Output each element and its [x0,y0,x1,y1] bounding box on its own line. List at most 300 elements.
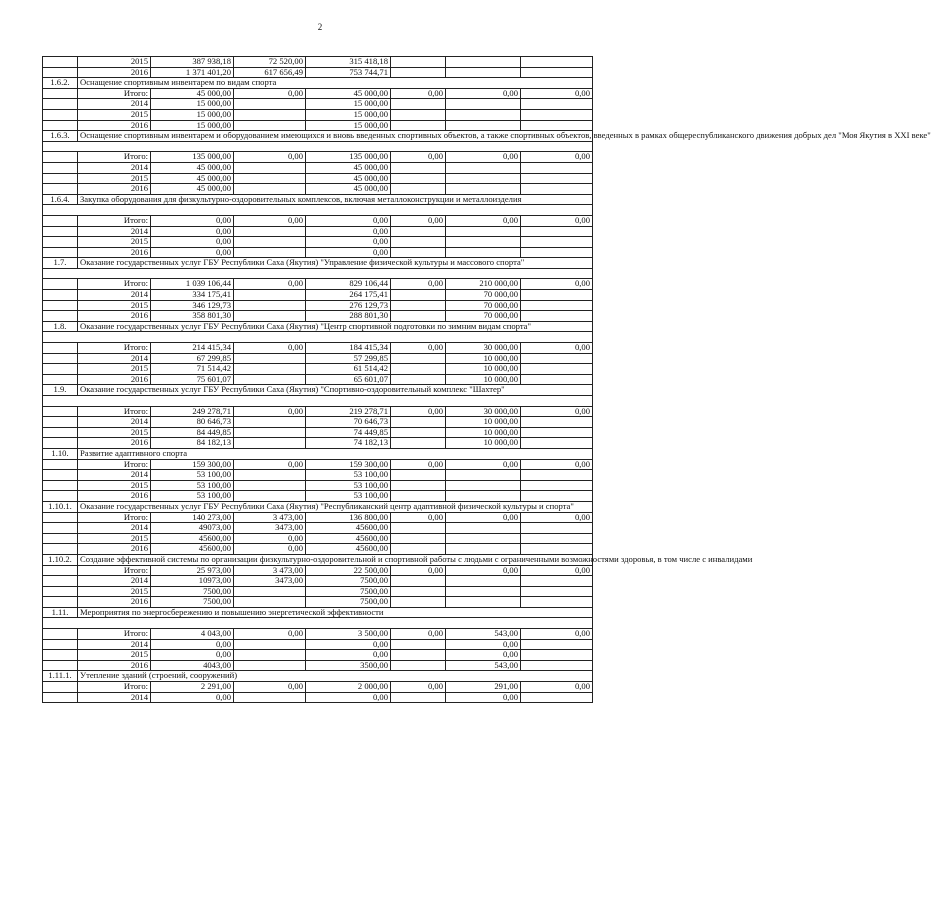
budget-table-body [43,56,931,703]
amount-cell: 0,00 [306,226,391,237]
code-cell [43,692,78,703]
amount-cell [391,470,446,481]
amount-cell [521,237,593,248]
amount-cell: 0,00 [521,215,593,226]
amount-cell: 74 182,13 [306,438,391,449]
amount-cell: 3 500,00 [306,629,391,640]
amount-cell: 45600,00 [151,544,234,555]
row-label: Итого: [78,215,151,226]
section-title-row [43,501,593,512]
amount-cell: 45 000,00 [151,162,234,173]
code-cell [43,491,78,502]
row-label: 2016 [78,311,151,322]
section-title: Оснащение спортивным инвентарем и оборудованием имеющихся и вновь введенных спортивных объектов, а также спортивных объектов, введенных в рамках общереспубликанского движения добрых дел "Моя Якутия в XXI веке" [78,131,593,142]
amount-cell [234,364,306,375]
amount-cell: 543,00 [446,629,521,640]
section-title-row [43,131,593,142]
amount-cell [521,364,593,375]
row-label: 2015 [78,364,151,375]
amount-cell: 210 000,00 [446,279,521,290]
amount-cell: 49073,00 [151,523,234,534]
row-label: 2015 [78,57,151,68]
amount-cell: 3473,00 [234,523,306,534]
amount-cell: 10973,00 [151,576,234,587]
amount-cell: 0,00 [234,152,306,163]
amount-cell: 140 273,00 [151,512,234,523]
amount-cell: 0,00 [306,650,391,661]
section-title: Оказание государственных услуг ГБУ Республики Саха (Якутия) "Спортивно-оздоровительный комплекс "Шахтер" [78,385,593,396]
amount-cell: 0,00 [446,512,521,523]
amount-cell [391,427,446,438]
amount-cell: 249 278,71 [151,406,234,417]
amount-cell: 22 500,00 [306,565,391,576]
amount-cell: 346 129,73 [151,300,234,311]
amount-cell [521,67,593,78]
amount-cell: 0,00 [234,629,306,640]
amount-cell: 0,00 [391,629,446,640]
section-title-row [43,321,593,332]
section-title-row [43,78,593,89]
section-code: 1.10.2. [43,554,78,565]
code-cell [43,523,78,534]
amount-cell [391,120,446,131]
amount-cell: 45 000,00 [151,88,234,99]
amount-cell: 53 100,00 [306,480,391,491]
amount-cell [521,650,593,661]
year-row [43,417,593,428]
code-cell [43,162,78,173]
amount-cell [234,99,306,110]
code-cell [43,343,78,354]
total-row [43,629,593,640]
amount-cell: 30 000,00 [446,406,521,417]
year-row [43,576,593,587]
spacer-row [43,396,593,407]
section-title-row [43,258,593,269]
amount-cell: 0,00 [391,343,446,354]
section-code: 1.11. [43,607,78,618]
amount-cell [521,427,593,438]
amount-cell: 10 000,00 [446,374,521,385]
total-row [43,565,593,576]
amount-cell: 0,00 [391,406,446,417]
amount-cell: 2 291,00 [151,682,234,693]
amount-cell: 0,00 [234,459,306,470]
amount-cell [446,523,521,534]
row-label: 2015 [78,173,151,184]
section-title: Мероприятия по энергосбережению и повышению энергетической эффективности [78,607,593,618]
amount-cell: 7500,00 [151,586,234,597]
amount-cell: 543,00 [446,660,521,671]
amount-cell [521,353,593,364]
amount-cell: 0,00 [521,279,593,290]
amount-cell [234,300,306,311]
amount-cell: 829 106,44 [306,279,391,290]
amount-cell: 84 182,13 [151,438,234,449]
amount-cell: 57 299,85 [306,353,391,364]
amount-cell: 0,00 [391,512,446,523]
amount-cell: 0,00 [234,544,306,555]
year-row [43,533,593,544]
year-row [43,427,593,438]
spacer-row [43,141,593,152]
amount-cell [391,417,446,428]
code-cell [43,57,78,68]
amount-cell [234,597,306,608]
amount-cell [446,491,521,502]
amount-cell [446,237,521,248]
amount-cell [234,162,306,173]
code-cell [43,120,78,131]
amount-cell [521,533,593,544]
amount-cell [521,639,593,650]
row-label: 2016 [78,374,151,385]
amount-cell: 3500,00 [306,660,391,671]
row-label: 2014 [78,523,151,534]
amount-cell: 1 371 401,20 [151,67,234,78]
code-cell [43,533,78,544]
amount-cell [446,226,521,237]
year-row [43,184,593,195]
amount-cell [446,586,521,597]
section-code: 1.8. [43,321,78,332]
amount-cell: 288 801,30 [306,311,391,322]
amount-cell: 3 473,00 [234,565,306,576]
amount-cell: 75 601,07 [151,374,234,385]
year-row [43,57,593,68]
total-row [43,88,593,99]
code-cell [43,99,78,110]
amount-cell [234,660,306,671]
amount-cell [521,660,593,671]
amount-cell: 53 100,00 [151,470,234,481]
amount-cell: 315 418,18 [306,57,391,68]
amount-cell [391,523,446,534]
amount-cell [521,57,593,68]
code-cell [43,417,78,428]
section-title: Оказание государственных услуг ГБУ Республики Саха (Якутия) "Управление физической культуры и массового спорта" [78,258,593,269]
amount-cell [391,364,446,375]
row-label: 2015 [78,237,151,248]
amount-cell [521,692,593,703]
amount-cell: 0,00 [391,682,446,693]
row-label: Итого: [78,512,151,523]
row-label: 2014 [78,576,151,587]
amount-cell [234,120,306,131]
amount-cell: 0,00 [521,682,593,693]
year-row [43,120,593,131]
amount-cell [234,427,306,438]
row-label: 2014 [78,639,151,650]
budget-table [42,56,931,703]
amount-cell [234,353,306,364]
year-row [43,364,593,375]
spacer-cell [43,618,593,629]
amount-cell: 135 000,00 [306,152,391,163]
code-cell [43,184,78,195]
code-cell [43,226,78,237]
amount-cell: 0,00 [234,88,306,99]
year-row [43,99,593,110]
amount-cell: 10 000,00 [446,353,521,364]
amount-cell: 15 000,00 [306,109,391,120]
amount-cell [391,438,446,449]
amount-cell [521,109,593,120]
amount-cell [391,586,446,597]
amount-cell [234,226,306,237]
row-label: 2015 [78,109,151,120]
year-row [43,226,593,237]
amount-cell [234,184,306,195]
section-code: 1.10.1. [43,501,78,512]
code-cell [43,512,78,523]
amount-cell [391,650,446,661]
amount-cell [391,57,446,68]
row-label: 2015 [78,480,151,491]
amount-cell: 3 473,00 [234,512,306,523]
amount-cell [521,300,593,311]
amount-cell: 67 299,85 [151,353,234,364]
year-row [43,374,593,385]
amount-cell [446,597,521,608]
amount-cell: 15 000,00 [306,120,391,131]
code-cell [43,639,78,650]
amount-cell: 0,00 [151,237,234,248]
amount-cell: 15 000,00 [151,99,234,110]
amount-cell [234,374,306,385]
row-label: 2016 [78,184,151,195]
code-cell [43,660,78,671]
amount-cell: 45 000,00 [151,173,234,184]
amount-cell [234,470,306,481]
amount-cell: 0,00 [151,226,234,237]
amount-cell: 0,00 [521,512,593,523]
amount-cell [521,290,593,301]
code-cell [43,152,78,163]
amount-cell: 159 300,00 [151,459,234,470]
amount-cell: 753 744,71 [306,67,391,78]
code-cell [43,374,78,385]
amount-cell [521,173,593,184]
amount-cell [391,67,446,78]
amount-cell: 264 175,41 [306,290,391,301]
amount-cell: 136 800,00 [306,512,391,523]
budget-sheet [42,56,931,703]
amount-cell [234,692,306,703]
amount-cell: 70 000,00 [446,300,521,311]
row-label: Итого: [78,152,151,163]
year-row [43,660,593,671]
amount-cell: 0,00 [391,565,446,576]
spacer-row [43,618,593,629]
amount-cell [521,576,593,587]
amount-cell: 135 000,00 [151,152,234,163]
amount-cell: 0,00 [151,650,234,661]
section-code: 1.11.1. [43,671,78,682]
amount-cell: 10 000,00 [446,438,521,449]
amount-cell [234,311,306,322]
row-label: Итого: [78,279,151,290]
amount-cell: 61 514,42 [306,364,391,375]
amount-cell: 0,00 [234,215,306,226]
amount-cell: 10 000,00 [446,364,521,375]
amount-cell: 0,00 [521,459,593,470]
spacer-cell [43,205,593,216]
row-label: 2016 [78,491,151,502]
year-row [43,67,593,78]
amount-cell: 0,00 [446,650,521,661]
row-label: 2014 [78,162,151,173]
amount-cell [521,480,593,491]
amount-cell: 334 175,41 [151,290,234,301]
amount-cell: 70 000,00 [446,290,521,301]
code-cell [43,247,78,258]
row-label: 2014 [78,353,151,364]
year-row [43,639,593,650]
code-cell [43,459,78,470]
amount-cell [234,491,306,502]
year-row [43,353,593,364]
row-label: Итого: [78,88,151,99]
amount-cell: 45600,00 [306,544,391,555]
code-cell [43,438,78,449]
amount-cell [391,226,446,237]
amount-cell [234,417,306,428]
amount-cell [234,586,306,597]
amount-cell [234,438,306,449]
amount-cell [391,311,446,322]
section-title-row [43,554,593,565]
amount-cell: 25 973,00 [151,565,234,576]
amount-cell: 0,00 [391,459,446,470]
amount-cell: 0,00 [306,237,391,248]
amount-cell: 0,00 [151,692,234,703]
row-label: 2016 [78,67,151,78]
code-cell [43,650,78,661]
total-row [43,343,593,354]
amount-cell [521,470,593,481]
spacer-cell [43,396,593,407]
section-title-row [43,671,593,682]
row-label: 2016 [78,247,151,258]
amount-cell: 291,00 [446,682,521,693]
code-cell [43,480,78,491]
amount-cell: 70 000,00 [446,311,521,322]
amount-cell [391,300,446,311]
amount-cell: 0,00 [446,215,521,226]
amount-cell: 45600,00 [306,523,391,534]
code-cell [43,88,78,99]
year-row [43,311,593,322]
row-label: 2015 [78,427,151,438]
amount-cell: 45 000,00 [306,88,391,99]
section-title: Оснащение спортивным инвентарем по видам спорта [78,78,593,89]
spacer-row [43,268,593,279]
year-row [43,237,593,248]
year-row [43,544,593,555]
amount-cell [391,576,446,587]
amount-cell [234,109,306,120]
row-label: Итого: [78,682,151,693]
amount-cell [446,184,521,195]
amount-cell [521,374,593,385]
amount-cell: 0,00 [306,692,391,703]
amount-cell: 184 415,34 [306,343,391,354]
amount-cell: 65 601,07 [306,374,391,385]
amount-cell [391,660,446,671]
amount-cell: 358 801,30 [151,311,234,322]
section-title-row [43,385,593,396]
amount-cell: 74 449,85 [306,427,391,438]
amount-cell [521,162,593,173]
amount-cell [391,237,446,248]
amount-cell [391,247,446,258]
amount-cell: 15 000,00 [151,109,234,120]
amount-cell: 0,00 [446,565,521,576]
amount-cell: 0,00 [446,639,521,650]
code-cell [43,565,78,576]
amount-cell [234,173,306,184]
amount-cell: 45600,00 [306,533,391,544]
section-title: Оказание государственных услуг ГБУ Республики Саха (Якутия) "Центр спортивной подготовки по зимним видам спорта" [78,321,593,332]
code-cell [43,427,78,438]
amount-cell: 45 000,00 [306,162,391,173]
amount-cell: 3473,00 [234,576,306,587]
amount-cell: 45 000,00 [151,184,234,195]
code-cell [43,576,78,587]
section-code: 1.6.3. [43,131,78,142]
amount-cell [391,480,446,491]
code-cell [43,364,78,375]
section-title-row [43,607,593,618]
amount-cell: 10 000,00 [446,427,521,438]
section-title: Утепление зданий (строений, сооружений) [78,671,593,682]
amount-cell [391,692,446,703]
amount-cell [446,480,521,491]
row-label: 2014 [78,290,151,301]
section-code: 1.9. [43,385,78,396]
amount-cell [446,576,521,587]
total-row [43,279,593,290]
amount-cell: 7500,00 [306,586,391,597]
amount-cell [391,173,446,184]
amount-cell: 0,00 [234,533,306,544]
amount-cell: 71 514,42 [151,364,234,375]
amount-cell [391,491,446,502]
amount-cell: 2 000,00 [306,682,391,693]
code-cell [43,597,78,608]
amount-cell [521,247,593,258]
amount-cell: 0,00 [234,343,306,354]
code-cell [43,279,78,290]
amount-cell: 72 520,00 [234,57,306,68]
amount-cell: 0,00 [391,279,446,290]
code-cell [43,300,78,311]
amount-cell: 0,00 [446,692,521,703]
total-row [43,512,593,523]
amount-cell: 0,00 [521,565,593,576]
year-row [43,438,593,449]
code-cell [43,290,78,301]
amount-cell [521,586,593,597]
amount-cell: 0,00 [446,459,521,470]
row-label: 2015 [78,586,151,597]
amount-cell [391,639,446,650]
amount-cell: 80 646,73 [151,417,234,428]
amount-cell: 0,00 [446,88,521,99]
code-cell [43,353,78,364]
total-row [43,459,593,470]
